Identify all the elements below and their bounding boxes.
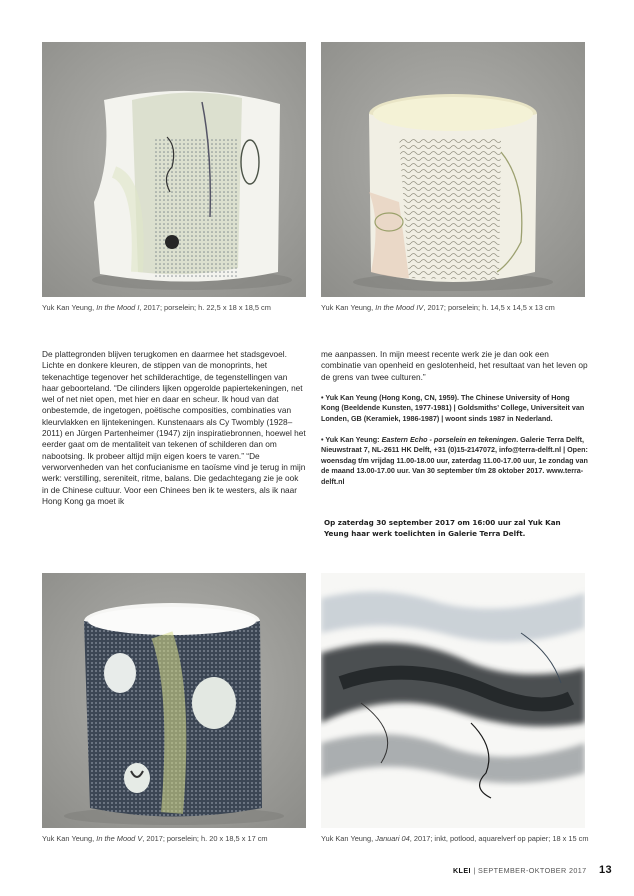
photo-in-the-mood-iv	[321, 42, 585, 297]
artwork-januari-04	[321, 573, 585, 828]
photo-in-the-mood-i	[42, 42, 306, 297]
caption-in-the-mood-i: Yuk Kan Yeung, In the Mood I, 2017; porselein; h. 22,5 x 18 x 18,5 cm	[42, 303, 271, 312]
body-paragraph: De plattegronden blijven terugkomen en daarmee het stadsgevoel. Lichte en donkere kleuren, de stippen van de monoprints, het tekenachtige tegenover het schilderachtige, de tegenstellingen van haar geboorteland. “De cilinders lijken opgerolde papiertekeningen, net wel of net niet open, met hier en daar en scheur. Ik houd van dat onbestemde, de ingetogen, poëtische composities, combinaties van kleurvlakken en lijntekeningen. Kunstenaars als Cy Twombly (1928–2011) en Jürgen Partenheimer (1947) zijn inspiratiebronnen, hoewel het eerder gaat om de mentaliteit van tekenen of schilderen dan om nabootsing. Ik probeer altijd mijn eigen koers te varen.” “De verworvenheden van het confucianisme en taoïsme vind je terug in mijn werk: verstilling, sereniteit, ritme, balans. Die gedachtegang zie je ook in de Chinese cultuur. Voor een Chinees ben ik te westers, als ik naar Hong Kong ga moet ik	[42, 349, 306, 506]
article-text-right	[321, 349, 589, 488]
footer-separator: |	[473, 866, 476, 875]
page-number: 13	[598, 864, 612, 876]
body-paragraph-continued: me aanpassen. In mijn meest recente werk zie je dan ook een combinatie van openheid en geslotenheid, het resultaat van het leven op de grens van twee culturen.”	[321, 349, 588, 382]
photo-in-the-mood-v	[42, 573, 306, 828]
exhibition-info: • Yuk Kan Yeung: Eastern Echo - porselein en tekeningen. Galerie Terra Delft, Nieuwstraat 7, NL-2611 HK Delft, +31 (0)15-2147072, info@terra-delft.nl | Open: woensdag t/m vrijdag 11.00-18.00 uur, zaterdag 11.00-17.00 uur, 1e zondag van de maand 13.00-17.00 uur. Van 30 september t/m 28 oktober 2017. www.terra-delft.nl	[321, 434, 588, 487]
caption-in-the-mood-v: Yuk Kan Yeung, In the Mood V, 2017; porselein; h. 20 x 18,5 x 17 cm	[42, 834, 268, 843]
caption-januari-04: Yuk Kan Yeung, Januari 04, 2017; inkt, potlood, aquarelverf op papier; 18 x 15 cm	[321, 834, 589, 843]
magazine-name: KLEI	[452, 866, 471, 875]
article-text-left	[42, 349, 306, 507]
page-footer	[453, 864, 612, 876]
issue-date: SEPTEMBER-OKTOBER 2017	[478, 866, 587, 875]
event-note: Op zaterdag 30 september 2017 om 16:00 uur zal Yuk Kan Yeung haar werk toelichten in Galerie Terra Delft.	[324, 518, 561, 538]
caption-in-the-mood-iv: Yuk Kan Yeung, In the Mood IV, 2017; porselein; h. 14,5 x 14,5 x 13 cm	[321, 303, 555, 312]
artist-bio: • Yuk Kan Yeung (Hong Kong, CN, 1959). The Chinese University of Hong Kong (Beeldende Kunsten, 1977-1981) | Goldsmiths’ College, Universiteit van Londen, GB (Keramiek, 1986-1987) | woont sinds 1987 in Nederland.	[321, 392, 585, 424]
